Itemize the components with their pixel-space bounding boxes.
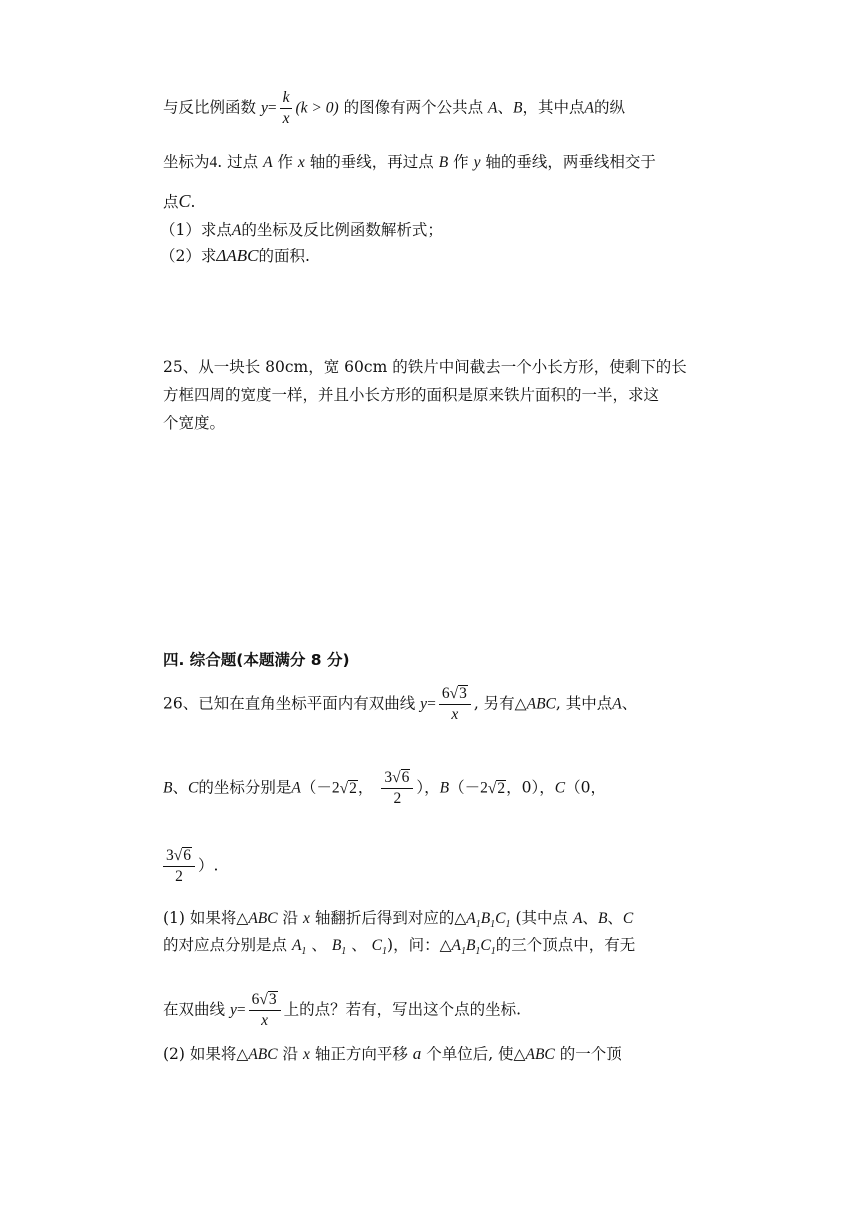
q26-sub2-line1: [163, 1042, 622, 1064]
sqrt: √6: [392, 769, 410, 786]
numerator: k: [280, 88, 293, 109]
q25-line2: 方框四周的宽度一样，并且小长方形的面积是原来铁片面积的一半，求这: [163, 386, 660, 404]
number: 4: [209, 154, 218, 171]
q25-line1: 25、从一块长 80cm，宽 60cm 的铁片中间截去一个小长方形，使剩下的长: [163, 358, 687, 376]
text: 的坐标及反比例函数解析式；: [241, 221, 443, 239]
point-c: C: [178, 191, 191, 211]
radicand: 3: [459, 685, 467, 702]
neg-coef: －2: [316, 779, 340, 797]
text: 的纵: [593, 98, 625, 117]
radicand: 2: [497, 779, 506, 797]
point-c: C: [622, 910, 634, 927]
text: 作: [453, 153, 469, 171]
equals: =: [236, 1001, 246, 1019]
q24-line1: [163, 88, 625, 129]
text: 轴的垂线，再过点: [309, 153, 434, 171]
text: 、: [497, 98, 514, 117]
point-a1: $A_1$: [291, 937, 307, 958]
point-c1: $C_1$: [371, 937, 388, 958]
fraction-6sqrt3-over-x: [249, 990, 281, 1031]
text: 轴的垂线，两垂线相交于: [485, 153, 656, 171]
text: .: [190, 193, 196, 211]
section-title: 四. 综合题(本题满分 8 分): [163, 651, 350, 669]
text: 上的点？若有，写出这个点的坐标.: [283, 1000, 522, 1019]
coef: 3: [384, 769, 393, 786]
text: ，其中点: [522, 98, 585, 117]
text: ，: [357, 778, 374, 797]
q24-part1: [160, 218, 443, 240]
text: (1) 如果将△: [163, 909, 249, 927]
text: 、: [351, 936, 367, 954]
radicand: 2: [349, 779, 357, 797]
equals: =: [427, 695, 436, 713]
text: 轴正方向平移: [314, 1045, 408, 1063]
denominator: x: [451, 706, 459, 723]
var-x: x: [302, 910, 310, 927]
point-a: A: [488, 99, 498, 117]
text: 、: [311, 936, 327, 954]
text: 沿: [282, 909, 299, 927]
text: ，0），: [506, 778, 555, 797]
denominator: 2: [175, 868, 183, 885]
q26-line3: [163, 846, 218, 887]
text: （: [300, 778, 317, 797]
text: , 其中点: [555, 694, 613, 713]
var-x: x: [302, 1046, 310, 1063]
point-b: B: [163, 779, 173, 797]
text: ），: [416, 778, 440, 797]
text: , 另有△: [473, 694, 527, 713]
point-b: B: [439, 779, 450, 797]
sqrt: √2: [487, 779, 506, 797]
denominator: x: [282, 110, 290, 127]
var-y: y: [229, 1001, 237, 1019]
text: . 过点: [217, 153, 259, 171]
q24-line2: [163, 150, 656, 172]
text: 个单位后, 使△: [426, 1045, 526, 1063]
text: ）.: [198, 856, 219, 875]
text: （0，: [565, 778, 606, 797]
q26-sub1-line1: [163, 906, 633, 930]
q26-sub1-line2: [163, 933, 635, 957]
condition: (k > 0): [295, 99, 339, 117]
triangle-abc: ABC: [526, 695, 556, 713]
point-c: C: [187, 779, 199, 797]
var-y: y: [473, 154, 481, 171]
q26-sub1-line3: [163, 990, 521, 1031]
q25-line3: 个宽度。: [163, 414, 226, 432]
text: （1）求点: [160, 221, 232, 239]
text: 、: [582, 909, 598, 927]
coef: 3: [166, 847, 174, 864]
text: (其中点: [515, 909, 569, 927]
triangle-abc: ABC: [248, 910, 278, 927]
q26-line2: [163, 768, 606, 809]
triangle-abc: ABC: [248, 1046, 278, 1063]
point-a: A: [612, 695, 622, 713]
text: 26、已知在直角坐标平面内有双曲线: [163, 694, 416, 713]
q24-part2: [160, 244, 310, 266]
var-x: x: [297, 154, 305, 171]
var-a: a: [412, 1044, 422, 1063]
triangle-a1b1c1: $A_1B_1C_1$: [466, 910, 511, 931]
radicand: 6: [183, 847, 192, 864]
point-c: C: [554, 779, 566, 797]
text: 在双曲线: [163, 1000, 226, 1019]
triangle-abc: ΔABC: [216, 246, 259, 265]
text: (2) 如果将△: [163, 1045, 249, 1063]
point-a: A: [231, 222, 242, 239]
triangle-a1b1c1: $A_1B_1C_1$: [451, 937, 496, 958]
fraction-3sqrt6-over-2: [163, 846, 195, 887]
radicand: 3: [268, 991, 277, 1008]
var-y: y: [260, 99, 268, 117]
text: 的三个顶点中，有无: [495, 936, 636, 954]
point-a: A: [291, 779, 301, 797]
sqrt: √3: [449, 685, 467, 702]
point-a: A: [572, 910, 583, 927]
text: 坐标为: [163, 153, 210, 171]
fraction-k-over-x: [280, 88, 293, 129]
text: 沿: [282, 1045, 299, 1063]
fraction-6sqrt3-over-x: [439, 684, 471, 725]
point-a: A: [584, 99, 594, 117]
point-b: B: [438, 154, 449, 171]
text: 、: [607, 909, 623, 927]
text: 点: [163, 193, 179, 211]
q26-line1: [163, 684, 637, 725]
point-b1: $B_1$: [331, 937, 347, 958]
radicand: 6: [401, 769, 410, 786]
sqrt: √3: [259, 991, 277, 1008]
text: 的面积.: [258, 247, 310, 265]
triangle-abc: ABC: [525, 1046, 555, 1063]
text: （2）求: [160, 247, 217, 265]
fraction-3sqrt6-over-2: [381, 768, 413, 809]
neg-coef: －2: [464, 779, 488, 797]
text: 的坐标分别是: [198, 778, 292, 797]
denominator: x: [261, 1012, 269, 1029]
var-y: y: [420, 695, 428, 713]
sqrt: √2: [339, 779, 357, 797]
text: 作: [277, 153, 293, 171]
equals: =: [267, 99, 277, 117]
text: 的一个顶: [559, 1045, 622, 1063]
q24-line3: [163, 190, 195, 212]
text: )，问：△: [387, 936, 452, 954]
sqrt: √6: [173, 847, 192, 864]
text: 的对应点分别是点: [163, 936, 288, 954]
coef: 6: [441, 685, 450, 702]
coef: 6: [251, 991, 260, 1008]
point-b: B: [513, 99, 523, 117]
text: 、: [621, 694, 638, 713]
point-a: A: [263, 154, 273, 171]
text: （: [449, 778, 465, 797]
denominator: 2: [393, 790, 402, 807]
text: 轴翻折后得到对应的△: [314, 909, 467, 927]
point-b: B: [597, 910, 608, 927]
text: 、: [172, 778, 188, 797]
text: 的图像有两个公共点: [343, 98, 484, 117]
text: 与反比例函数: [163, 98, 257, 117]
